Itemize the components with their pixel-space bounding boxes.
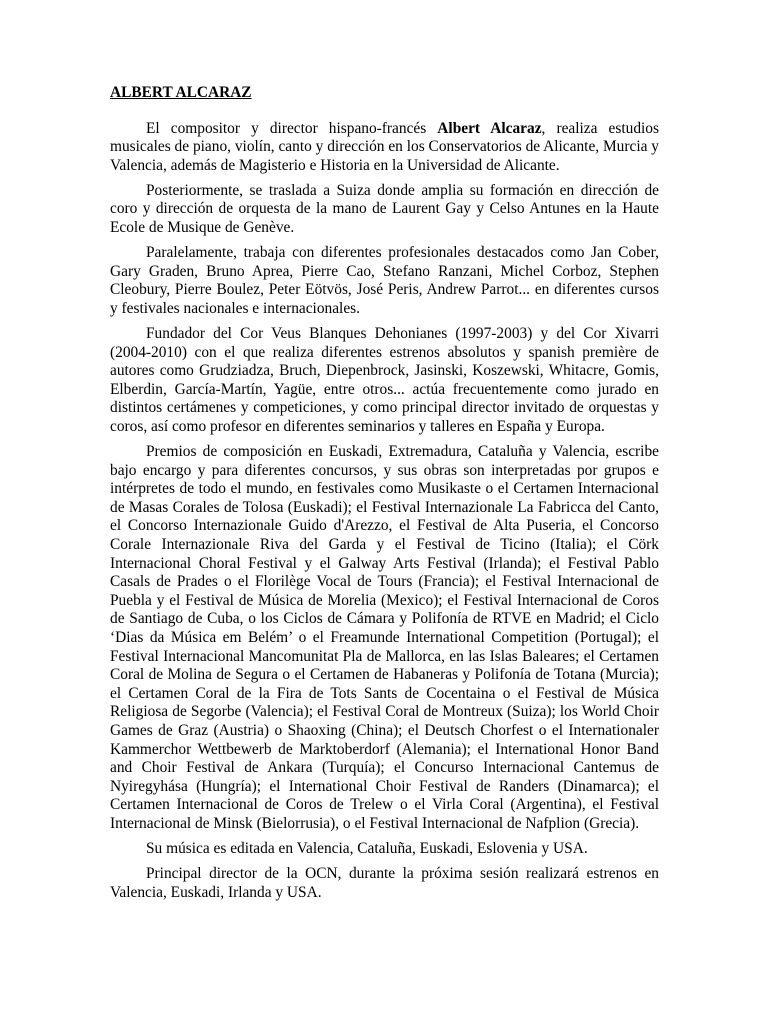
intro-text-before: El compositor y director hispano-francés: [146, 119, 438, 137]
biography-text: [110, 84, 659, 909]
paragraph-awards-festivals: Premios de composición en Euskadi, Extremadura, Cataluña y Valencia, escribe bajo encargo y para diferentes concursos, y sus obras son interpretadas por grupos e intérpretes de todo el mundo, en festivales como Musikaste o el Certamen Internacional de Masas Corales de Tolosa (Euskadi); el Festival Internazionale La Fabricca del Canto, el Concorso Internazionale Guido d'Arezzo, el Festival de Alta Puseria, el Concorso Corale Internazionale Riva del Garda y el Festival de Ticino (Italia); el Cörk Internacional Choral Festival y el Galway Arts Festival (Irlanda); el Festival Pablo Casals de Prades o el Florilège Vocal de Tours (Francia); el Festival Internacional de Puebla y el Festival de Música de Morelia (Mexico); el Festival Internacional de Coros de Santiago de Cuba, o los Ciclos de Cámara y Polifonía de RTVE en Madrid; el Ciclo ‘Dias da Música em Belém’ o el Freamunde International Competition (Portugal); el Festival Internacional Mancomunitat Pla de Mallorca, en las Islas Baleares; el Certamen Coral de Molina de Segura o el Certamen de Habaneras y Polifonía de Totana (Murcia); el Certamen Coral de la Fira de Tots Sants de Cocentaina o el Festival de Música Religiosa de Segorbe (Valencia); el Festival Coral de Montreux (Suiza); los World Choir Games de Graz (Austria) o Shaoxing (China); el Deutsch Chorfest o el Internationaler Kammerchor Wettbewerb de Marktoberdorf (Alemania); el International Honor Band and Choir Festival de Ankara (Turquía); el Concurso Internacional Cantemus de Nyiregyhása (Hungría); el International Choir Festival de Randers (Dinamarca); el Certamen Internacional de Coros de Trelew o el Virla Coral (Argentina), el Festival Internacional de Minsk (Bielorrusia), o el Festival Internacional de Nafplion (Grecia).: [110, 443, 659, 832]
document-title: ALBERT ALCARAZ: [110, 84, 252, 101]
paragraph-publishing: Su música es editada en Valencia, Cataluña, Euskadi, Eslovenia y USA.: [146, 840, 588, 858]
intro-text-after: , realiza estudios musicales de piano, violín, canto y dirección en los Conservatorios de Alicante, Murcia y Valencia, además de Magisterio e Historia en la Universidad de Alicante.: [110, 119, 659, 174]
paragraph-training-switzerland: Posteriormente, se traslada a Suiza donde amplia su formación en dirección de coro y dirección de orquesta de la mano de Laurent Gay y Celso Antunes en la Haute Ecole de Musique de Genève.: [110, 181, 659, 237]
intro-paragraph: [110, 120, 659, 176]
paragraph-founder: Fundador del Cor Veus Blanques Dehonianes (1997-2003) y del Cor Xivarri (2004-2010) con el que realiza diferentes estrenos absolutos y spanish première de autores como Grudziadza, Bruch, Diepenbrock, Jasinski, Koszewski, Whitacre, Gomis, Elberdin, García-Martín, Yagüe, entre otros... actúa frecuentemente como jurado en distintos certámenes y competiciones, y como principal director invitado de orquestas y coros, así como profesor en diferentes seminarios y talleres en España y Europa.: [110, 325, 659, 435]
paragraph-collaborations: Paralelamente, trabaja con diferentes profesionales destacados como Jan Cober, Gary Graden, Bruno Aprea, Pierre Cao, Stefano Ranzani, Michel Corboz, Stephen Cleobury, Pierre Boulez, Peter Eötvös, José Peris, Andrew Parrot... en diferentes cursos y festivales nacionales e internacionales.: [110, 244, 659, 317]
paragraph-ocn-director: Principal director de la OCN, durante la próxima sesión realizará estrenos en Valencia, Euskadi, Irlanda y USA.: [110, 865, 659, 901]
composer-name: Albert Alcaraz: [437, 119, 542, 137]
